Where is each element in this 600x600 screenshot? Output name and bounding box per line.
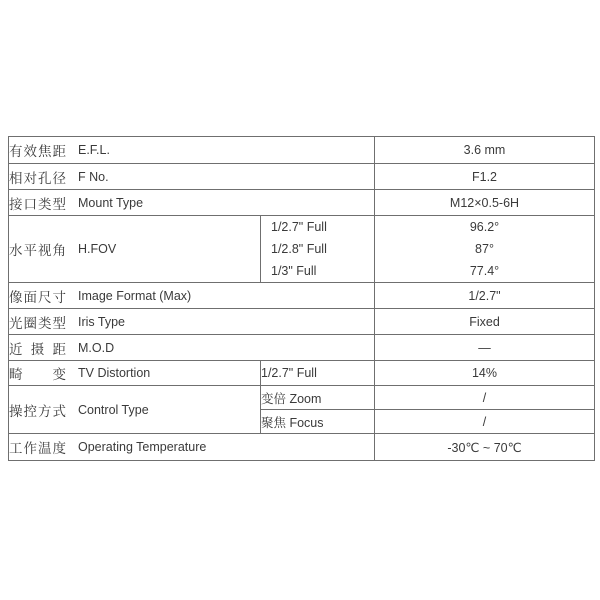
label-zh-iris-type: 光圈类型 — [9, 315, 66, 331]
sub-label-zoom: 变倍 Zoom — [261, 386, 375, 410]
sub-label-tv-distortion: 1/2.7" Full — [261, 361, 375, 386]
label-en-control-type: Control Type — [78, 402, 149, 417]
sub-label-hfov-1-2-7: 1/2.7" Full — [271, 220, 327, 234]
label-cell-image-format — [9, 283, 375, 309]
label-zh-operating-temperature: 工作温度 — [9, 441, 66, 456]
row-mod — [9, 335, 595, 361]
label-en-mod: M.O.D — [78, 340, 115, 355]
value-cell-hfov — [375, 216, 595, 283]
value-iris-type: Fixed — [375, 309, 595, 335]
label-zh-image-format: 像面尺寸 — [9, 289, 66, 305]
row-fno — [9, 164, 595, 190]
label-cell-operating-temperature — [9, 434, 375, 461]
value-hfov-1-2-7: 96.2° — [469, 220, 500, 234]
sub-label-hfov-1-2-8: 1/2.8" Full — [271, 242, 327, 256]
row-hfov — [9, 216, 595, 283]
value-tv-distortion: 14% — [375, 361, 595, 386]
label-en-tv-distortion: TV Distortion — [78, 366, 151, 380]
label-cell-iris-type — [9, 309, 375, 335]
value-mount-type: M12×0.5-6H — [375, 190, 595, 216]
label-zh-tv-distortion: 畸变 — [9, 367, 66, 382]
label-zh-control-type: 操控方式 — [9, 403, 66, 419]
label-zh-fno: 相对孔径 — [9, 170, 66, 186]
label-zh-hfov: 水平视角 — [9, 243, 66, 258]
label-cell-mod — [9, 335, 375, 361]
label-zh-mount-type: 接口类型 — [9, 196, 66, 212]
row-operating-temperature — [9, 434, 595, 461]
value-mod: — — [375, 335, 595, 361]
value-image-format: 1/2.7" — [375, 283, 595, 309]
value-fno: F1.2 — [375, 164, 595, 190]
sub-label-focus: 聚焦 Focus — [261, 410, 375, 434]
label-en-iris-type: Iris Type — [78, 314, 126, 329]
row-mount-type — [9, 190, 595, 216]
lens-spec-table — [8, 136, 595, 461]
label-en-efl: E.F.L. — [78, 143, 110, 157]
value-efl: 3.6 mm — [375, 137, 595, 164]
value-operating-temperature: -30℃ ~ 70℃ — [375, 434, 595, 461]
row-image-format — [9, 283, 595, 309]
label-cell-fno — [9, 164, 375, 190]
label-cell-efl — [9, 137, 375, 164]
label-en-fno: F No. — [78, 169, 109, 184]
label-cell-mount-type — [9, 190, 375, 216]
value-hfov-1-3: 77.4° — [469, 264, 500, 278]
row-tv-distortion — [9, 361, 595, 386]
label-en-hfov: H.FOV — [78, 242, 117, 256]
label-cell-hfov — [9, 216, 261, 283]
row-efl — [9, 137, 595, 164]
label-zh-efl: 有效焦距 — [9, 144, 66, 159]
value-focus: / — [375, 410, 595, 434]
label-cell-tv-distortion — [9, 361, 261, 386]
label-en-image-format: Image Format (Max) — [78, 288, 192, 303]
value-zoom: / — [375, 386, 595, 410]
row-iris-type — [9, 309, 595, 335]
row-control-type-zoom — [9, 386, 595, 410]
label-zh-mod: 近摄距 — [9, 341, 66, 357]
sub-label-hfov-1-3: 1/3" Full — [271, 264, 317, 278]
label-en-mount-type: Mount Type — [78, 195, 144, 210]
value-hfov-1-2-8: 87° — [475, 242, 494, 256]
label-cell-control-type — [9, 386, 261, 434]
sub-cell-hfov — [261, 216, 375, 283]
label-en-operating-temperature: Operating Temperature — [78, 440, 207, 454]
